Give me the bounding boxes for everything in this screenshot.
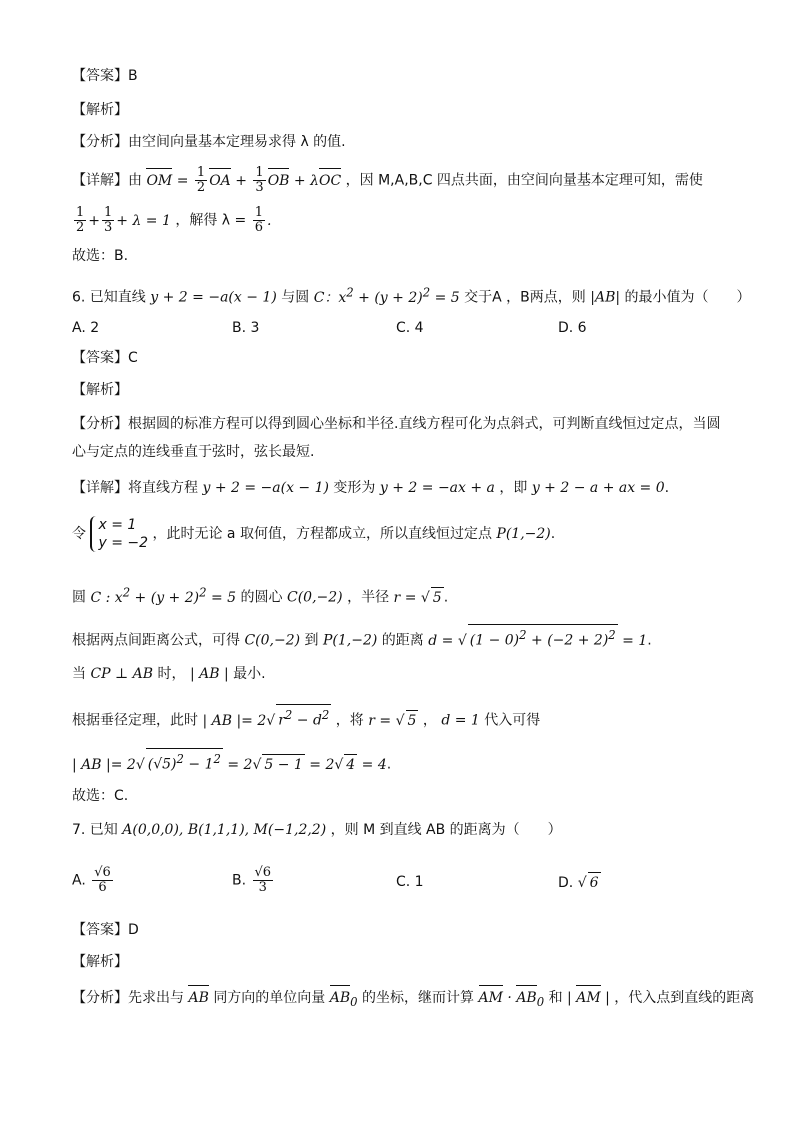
chord-sub: ，将 [335, 712, 364, 729]
q7-analysis-suffix: ，代入点到直线的距离 [614, 990, 755, 1006]
q7-option-c: C. 1 [396, 874, 424, 890]
q7-suffix: ，则 M 到直线 AB 的距离为（ ） [330, 822, 562, 838]
q7-option-d: D. √ 6 [558, 872, 601, 893]
perp-when: 时， [157, 666, 186, 682]
analysis-q6-line1: 【分析】根据圆的标准方程可以得到圆心坐标和半径.直线方程可化为点斜式，可判断直线恒过定点，当圆 [72, 416, 721, 432]
question-6 [72, 282, 751, 308]
ab-abs: |AB| [590, 289, 621, 306]
let-prefix: 令 [72, 526, 86, 542]
chord-line [72, 704, 540, 731]
q7-compute-text: 的坐标，继而计算 [362, 990, 475, 1006]
perp-suffix: 最小. [233, 666, 266, 682]
question-7 [72, 820, 562, 840]
dot-product: AM · $AB_0$ [478, 990, 545, 1009]
q7-option-a: A. $\frac{√6}{6}$ [72, 865, 111, 895]
lambda-equation: $\frac{1}{2}$ + $\frac{1}{3}$ + λ = 1 [76, 205, 176, 235]
distance-text: 的距离 [381, 632, 424, 649]
solve-lambda: $\frac{1}{2}$ + $\frac{1}{3}$ + λ = 1 ，解得 λ = $\frac{1}{6}$ . [72, 206, 271, 235]
detail-q6-prefix: 【详解】将直线方程 [72, 480, 198, 496]
analysis-q6-line2: 心与定点的连线垂直于弦时，弦长最短. [72, 444, 315, 460]
analysis-q7 [72, 988, 754, 1012]
circle-center-text: 的圆心 [240, 589, 283, 606]
detail-line-eq: y + 2 = −a(x − 1) [202, 480, 329, 496]
chord-prefix: 根据垂径定理，此时 [72, 712, 198, 729]
q6-option-d: D. 6 [558, 320, 587, 336]
center-point: C(0,−2) [287, 589, 343, 606]
q6-option-c: C. 4 [396, 320, 424, 336]
vector-equation: OM = $\frac{1}{2}$ OA + $\frac{1}{3}$ OB + λOC [146, 165, 342, 195]
detail-q6: 【详解】将直线方程 y + 2 = −a(x − 1) 变形为 y + 2 = −ax + a ，即 y + 2 − a + ax = 0. [72, 480, 670, 496]
perp-line [72, 664, 266, 684]
q7-analysis-prefix: 【分析】先求出与 [72, 990, 184, 1006]
analysis-q5: 【分析】由空间向量基本定理易求得 λ 的值. [72, 134, 346, 150]
system-brace: x = 1 y = −2 [90, 516, 148, 552]
solve-text: ，解得 λ = [175, 212, 247, 229]
detail-line-eq2: y + 2 = −ax + a [379, 480, 495, 496]
q7-unit-text: 同方向的单位向量 [213, 990, 326, 1006]
q6-intersect-text: 交于A ，B两点，则 [464, 289, 586, 306]
line-eq: y + 2 = −a(x − 1) [150, 289, 277, 306]
perp-prefix: 当 [72, 666, 86, 682]
chord-result-eq: | AB |= 2√ $(√5)^2 - 1^2 = 2√$ 5 − 1 = 2√ 4 = 4 [72, 757, 387, 773]
answer-q5: 【答案】B [72, 68, 138, 84]
answer-q6: 【答案】C [72, 350, 138, 366]
analysis-header-q5: 【解析】 [72, 102, 128, 118]
let-system: 令 x = 1 y = −2 ，此时无论 a 取何值，方程都成立，所以直线恒过定点 P(1,−2). [72, 517, 556, 551]
detail-line-eq3: y + 2 − a + ax = 0 [531, 480, 665, 496]
chord-eq: | AB |= 2√ $r^2 - d^2$ [202, 713, 331, 729]
analysis-header-q6: 【解析】 [72, 382, 128, 398]
radius-text: ，半径 [347, 589, 390, 606]
chord-suffix: 代入可得 [484, 712, 541, 729]
choose-q5: 故选：B. [72, 248, 129, 264]
chord-r: r = √ 5 [368, 713, 418, 729]
perp-ab: | AB | [189, 666, 229, 682]
q6-suffix: 的最小值为（ ） [624, 289, 751, 306]
q6-option-b: B. 3 [232, 320, 260, 336]
am-abs: | AM | [567, 990, 610, 1006]
fixed-point: P(1,−2) [496, 526, 551, 542]
let-text: ，此时无论 a 取何值，方程都成立，所以直线恒过定点 [152, 526, 492, 542]
detail-q5-suffix: ，因 M,A,B,C 四点共面，由空间向量基本定理可知，需使 [345, 172, 703, 189]
circle-eq: C：$x^2 + (y + 2)^2 = 5$ [313, 285, 460, 306]
circle-center: 圆 C : $x^2 + (y + 2)^2 = 5$ 的圆心 C(0,−2) ，半径 r = √ 5 . [72, 585, 449, 606]
chord-comma: ， [422, 712, 437, 729]
point-c: C(0,−2) [244, 632, 301, 649]
distance-prefix: 根据两点间距离公式，可得 [72, 632, 240, 649]
detail-q6-mid2: ，即 [499, 480, 528, 496]
distance-line: 根据两点间距离公式，可得 C(0,−2) 到 P(1,−2) 的距离 d = √ $(1 - 0)^2 + (-2 + 2)^2 = 1$. [72, 624, 652, 651]
vector-ab0: $AB_0$ [329, 990, 358, 1009]
detail-q5-prefix: 【详解】由 [72, 172, 142, 189]
q7-option-b-label: B. [232, 872, 247, 889]
q7-points: A(0,0,0), B(1,1,1), M(−1,2,2) [122, 822, 327, 838]
detail-q5 [72, 166, 703, 195]
analysis-header-q7: 【解析】 [72, 954, 128, 970]
circle-prefix: 圆 [72, 589, 86, 606]
choose-q6: 故选：C. [72, 788, 129, 804]
distance-to: 到 [304, 632, 319, 649]
q7-option-b: B. $\frac{√6}{3}$ [232, 865, 272, 895]
q7-prefix: 7. 已知 [72, 822, 118, 838]
detail-q6-mid: 变形为 [333, 480, 376, 496]
chord-result: | AB |= 2√ $(√5)^2 - 1^2 = 2√$ 5 − 1 = 2√ 4 = 4. [72, 748, 391, 775]
point-p: P(1,−2) [323, 632, 378, 649]
distance-eq: d = √ $(1 - 0)^2 + (-2 + 2)^2 = 1$ [428, 633, 647, 649]
q6-circle-text: 与圆 [281, 289, 310, 306]
q7-and: 和 [548, 990, 563, 1006]
q6-prefix: 6. 已知直线 [72, 289, 146, 306]
vector-ab: AB [188, 990, 209, 1006]
q6-option-a: A. 2 [72, 320, 100, 336]
circle-eq-2: C : $x^2 + (y + 2)^2 = 5$ [90, 585, 237, 606]
radius-value: r = √ 5 [394, 590, 444, 606]
q7-option-d-label: D. [558, 875, 574, 891]
answer-q7: 【答案】D [72, 922, 139, 938]
perp-eq: CP ⊥ AB [90, 666, 154, 682]
chord-d: d = 1 [441, 712, 480, 729]
q7-option-a-label: A. [72, 872, 86, 889]
